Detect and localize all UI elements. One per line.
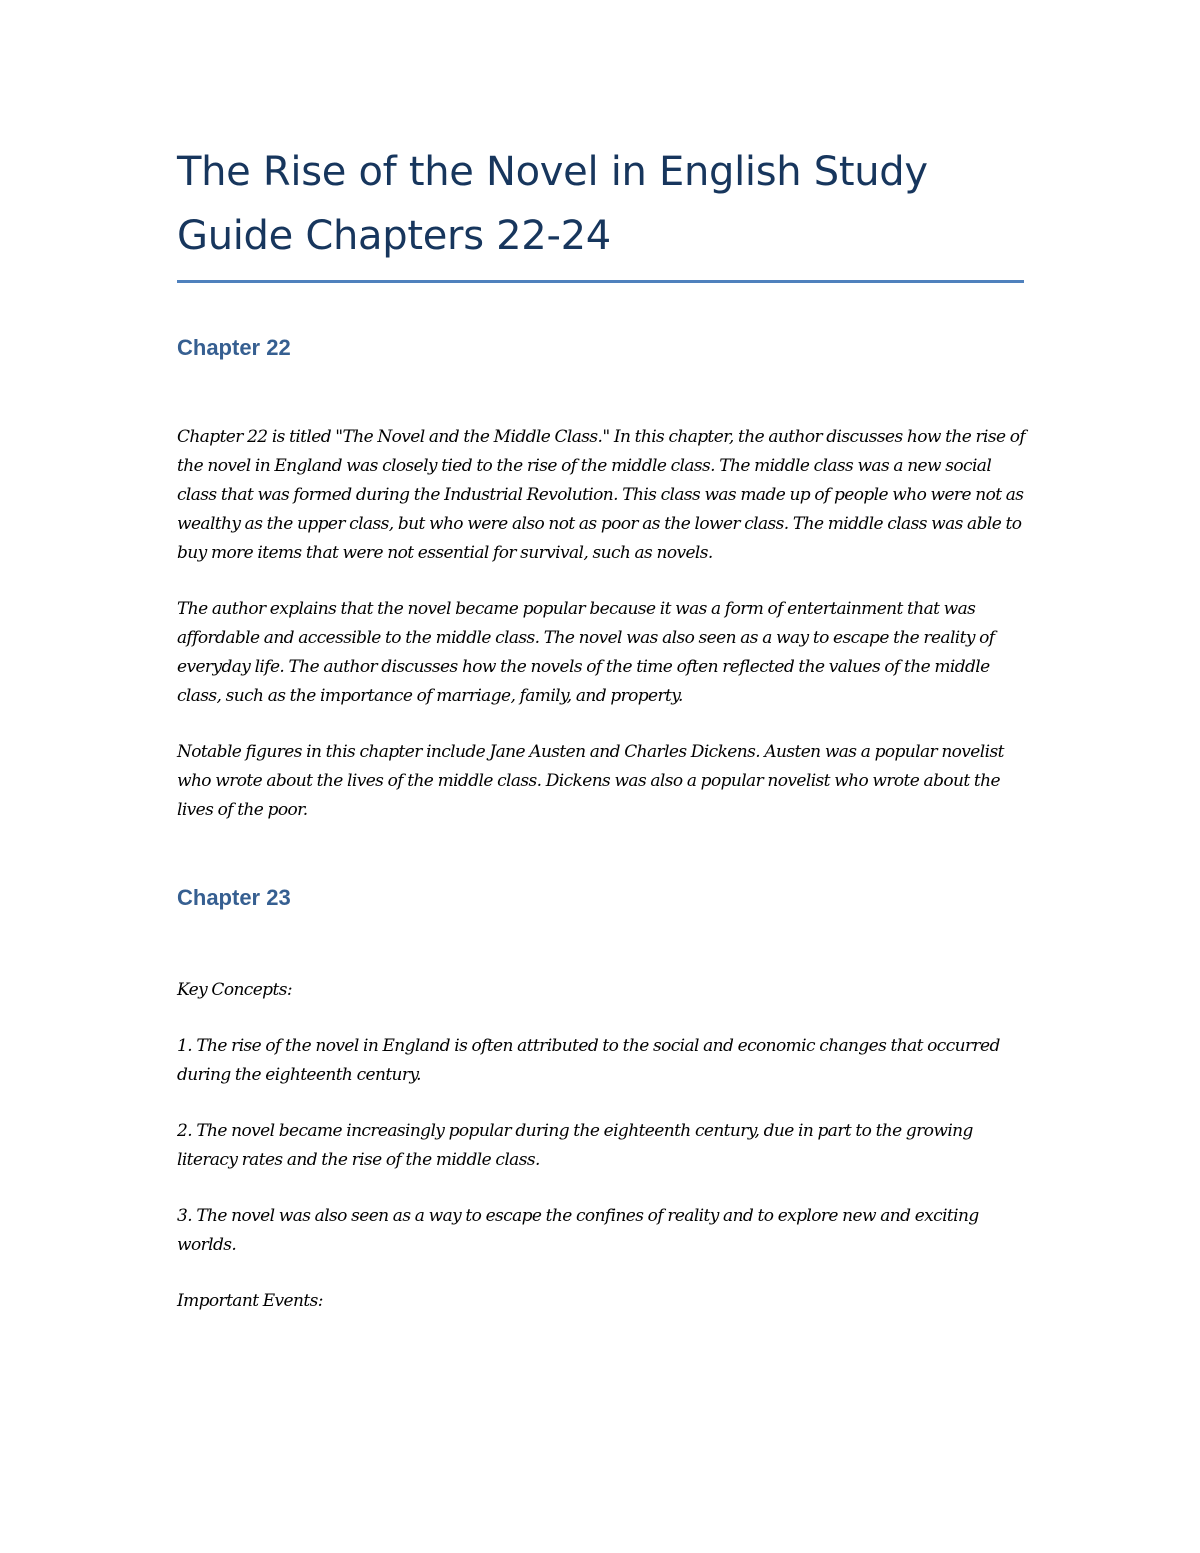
key-concepts-label: Key Concepts: xyxy=(177,980,292,1000)
chapter-22-paragraph-3: Notable figures in this chapter include Jane Austen and Charles Dickens. Austen was a popular novelist who wrote about the lives of the middle class. Dickens was also a popular novelist who wrote about the lives of the poor. xyxy=(177,742,1004,820)
key-concept-item-1: 1. The rise of the novel in England is often attributed to the social and economic changes that occurred during the eighteenth century. xyxy=(177,1036,1000,1085)
chapter-23-heading: Chapter 23 xyxy=(177,885,291,910)
chapter-22-paragraph-2: The author explains that the novel became popular because it was a form of entertainment that was affordable and accessible to the middle class. The novel was also seen as a way to escape the reality of everyday life. The author discusses how the novels of the time often reflected the values of the middle class, such as the importance of marriage, family, and property. xyxy=(177,599,995,706)
document-title: The Rise of the Novel in English Study Guide Chapters 22-24 xyxy=(177,149,928,259)
title-underline xyxy=(177,280,1024,283)
chapter-22-heading: Chapter 22 xyxy=(177,335,291,360)
key-concept-item-2: 2. The novel became increasingly popular during the eighteenth century, due in part to the growing literacy rates and the rise of the middle class. xyxy=(177,1121,973,1170)
document-content xyxy=(177,140,1027,1316)
key-concept-item-3: 3. The novel was also seen as a way to escape the confines of reality and to explore new and exciting worlds. xyxy=(177,1206,979,1255)
chapter-22-paragraph-1: Chapter 22 is titled "The Novel and the Middle Class." In this chapter, the author discusses how the rise of the novel in England was closely tied to the rise of the middle class. The middle class was a new social class that was formed during the Industrial Revolution. This class was made up of people who were not as wealthy as the upper class, but who were also not as poor as the lower class. The middle class was able to buy more items that were not essential for survival, such as novels. xyxy=(177,427,1026,563)
important-events-label: Important Events: xyxy=(177,1291,323,1311)
